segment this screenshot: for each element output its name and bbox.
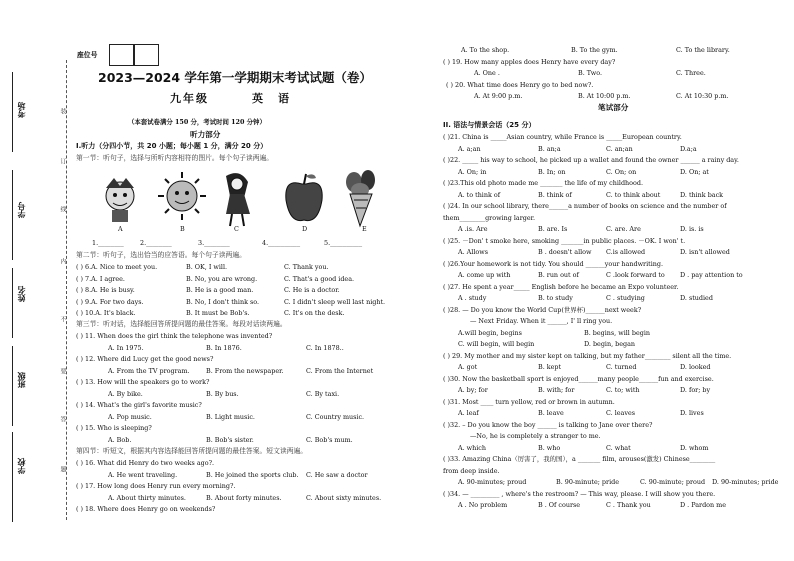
q15-option-b[interactable]: B. Bob's sister. — [206, 435, 254, 444]
q31-option-c[interactable]: C. leaves — [606, 409, 636, 417]
q32-continuation: —No, he is completely a stranger to me. — [470, 432, 601, 440]
q19-option-a[interactable]: A. One . — [474, 69, 500, 77]
q28-text: ( )28. — Do you know the World Cup(世界杯)______next week? — [443, 305, 642, 314]
q7-option-a[interactable]: ( ) 7.A. I agree. — [76, 274, 125, 283]
seat-number-label: 座位号 — [77, 51, 98, 59]
q26-text: ( )26.Your homework is not tidy. You should ______your handwriting. — [443, 259, 663, 268]
picture-b-sun — [158, 172, 206, 220]
margin-label-class: 班级 — [17, 372, 26, 388]
part2-instructions: 第二节：听句子，选出恰当的应答语。每个句子读两遍。 — [76, 251, 246, 259]
grade-label: 九年级 — [170, 92, 209, 105]
q29-text: ( ) 29. My mother and my sister kept on talking, but my father________ silent all the time. — [443, 351, 732, 360]
cut-line — [66, 60, 67, 520]
q31-option-d[interactable]: D. lives — [680, 409, 704, 417]
picture-blank-3[interactable]: 3.________ — [198, 239, 230, 247]
school-line — [12, 432, 33, 522]
q12-text: ( ) 12. Where did Lucy get the good news? — [76, 355, 214, 363]
q31-option-b[interactable]: B. leave — [538, 409, 564, 417]
q17-option-b[interactable]: B. About forty minutes. — [206, 493, 282, 502]
picture-c-girl — [226, 173, 250, 226]
q16-option-c[interactable]: C. He saw a doctor — [306, 470, 368, 479]
q9-option-a[interactable]: ( ) 9.A. For two days. — [76, 297, 144, 306]
q25-option-a[interactable]: A. Allows — [458, 248, 488, 256]
q17-option-a[interactable]: A. About thirty minutes. — [108, 493, 186, 502]
q15-text: ( ) 15. Who is sleeping? — [76, 424, 152, 432]
cut-mark: 内 — [59, 258, 66, 264]
q6-option-a[interactable]: ( ) 6.A. Nice to meet you. — [76, 263, 158, 271]
part1-instructions: 第一节：听句子，选择与所听内容相符的图片。每个句子读两遍。 — [76, 154, 274, 162]
q32-option-b[interactable]: B. who — [538, 443, 561, 452]
q23-option-c[interactable]: C. to think about — [606, 190, 661, 199]
q30-text: ( )30. Now the basketball sport is enjoyed______many people______fun and exercise. — [443, 374, 714, 383]
q8-option-c[interactable]: C. He is a doctor. — [284, 286, 340, 294]
cut-mark: 答 — [59, 416, 66, 422]
picture-a-boy — [106, 178, 134, 222]
q23-text: ( )23.This old photo made me _______ the life of my childhood. — [443, 179, 643, 187]
cut-mark: 题 — [59, 466, 66, 472]
q28-option-d[interactable]: D. begin, began — [584, 340, 636, 348]
q8-option-a[interactable]: ( ) 8.A. He is busy. — [76, 286, 135, 294]
q22-option-d[interactable]: D. On; at — [680, 167, 709, 176]
q31-text: ( )31. Most ____ turn yellow, red or brown in autumn. — [443, 397, 615, 406]
q8-option-b[interactable]: B. He is a good man. — [186, 286, 254, 294]
q14-option-a[interactable]: A. Pop music. — [108, 412, 152, 421]
picture-d-apple — [286, 174, 322, 221]
exam-room-line — [12, 72, 33, 152]
q32-option-a[interactable]: A. which — [458, 443, 487, 452]
margin-label-school: 学校 — [17, 458, 26, 474]
q32-option-d[interactable]: D. whom — [680, 443, 709, 452]
q22-text: ( )22. _____ his way to school, he picked up a wallet and found the owner ______ a rainy day. — [443, 156, 739, 164]
q11-option-b[interactable]: B. In 1876. — [206, 343, 242, 352]
q30-option-c[interactable]: C. to; with — [606, 386, 640, 394]
section2-header: II. 语法与情景会话（25 分） — [443, 121, 536, 129]
q6-option-c[interactable]: C. Thank you. — [284, 263, 329, 271]
q24-option-d[interactable]: D. is. is — [680, 225, 704, 233]
exam-title: 2023—2024 学年第一学期期末考试试题（卷） — [98, 70, 372, 85]
subject-label: 英 语 — [252, 92, 291, 105]
section1-header: Ⅰ.听力（分四小节，共 20 小题；每小题 1 分，满分 20 分） — [76, 142, 268, 150]
q24-option-c[interactable]: C. are. Are — [606, 225, 641, 233]
q24-text: ( )24. In our school library, there______a number of books on science and the number of — [443, 202, 727, 210]
q6-option-b[interactable]: B. OK, I will. — [186, 263, 228, 271]
q15-option-a[interactable]: A. Bob. — [108, 435, 132, 444]
q19-text: ( ) 19. How many apples does Henry have every day? — [443, 58, 616, 66]
q34-option-d[interactable]: D . Pardon me — [680, 501, 727, 509]
q12-option-b[interactable]: B. From the newspaper. — [206, 366, 284, 375]
q9-option-c[interactable]: C. I didn't sleep well last night. — [284, 297, 386, 306]
q14-option-c[interactable]: C. Country music. — [306, 412, 365, 421]
q18-text: ( ) 18. Where does Henry go on weekends? — [76, 505, 216, 513]
q19-option-c[interactable]: C. Three. — [676, 69, 706, 77]
q33-text: ( )33. Amazing China（厉害了，我的国），a _______ film, arouses(激发) Chinese________ — [443, 455, 716, 463]
part3-instructions: 第三节：听对话，选择能回答所提问题的最佳答案。每段对话读两遍。 — [76, 320, 287, 328]
q26-option-a[interactable]: A. come up with — [458, 271, 511, 279]
q10-option-b[interactable]: B. It must be Bob's. — [186, 309, 250, 317]
q24-continuation: them________growing larger. — [443, 213, 535, 222]
q13-text: ( ) 13. How will the speakers go to work? — [76, 378, 210, 386]
q34-option-b[interactable]: B . Of course — [538, 501, 581, 509]
q11-text: ( ) 11. When does the girl think the telephone was invented? — [76, 332, 273, 340]
q9-option-b[interactable]: B. No, I don't think so. — [186, 297, 260, 306]
q33-option-b[interactable]: B. 90-minute; pride — [556, 478, 619, 486]
picture-label-b: B — [180, 225, 185, 233]
q25-option-b[interactable]: B . doesn't allow — [538, 248, 592, 256]
cut-mark: 不 — [59, 316, 66, 322]
q18-option-c[interactable]: C. To the library. — [676, 46, 730, 54]
name-line — [12, 268, 33, 338]
q27-option-c[interactable]: C . studying — [606, 294, 645, 302]
q19-option-b[interactable]: B. Two. — [578, 69, 603, 77]
q22-option-b[interactable]: B. In; on — [538, 167, 566, 176]
q14-text: ( ) 14. What's the girl's favorite music? — [76, 401, 202, 409]
margin-label-name: 姓名 — [17, 286, 26, 302]
q33-option-d[interactable]: D. 90-minutes; pride — [712, 478, 779, 486]
q20-option-a[interactable]: A. At 9:00 p.m. — [474, 92, 523, 100]
q20-text: ( ) 20. What time does Henry go to bed now?. — [446, 81, 594, 89]
margin-label-student-id: 学号 — [17, 202, 26, 218]
q16-text: ( ) 16. What did Henry do two weeks ago?. — [76, 459, 215, 467]
q32-text: ( )32. – Do you know the boy ______ is talking to Jane over there? — [443, 420, 653, 429]
q27-option-d[interactable]: D. studied — [680, 294, 713, 302]
q30-option-a[interactable]: A. by; for — [458, 386, 488, 394]
q34-option-c[interactable]: C . Thank you — [606, 501, 651, 509]
q25-option-d[interactable]: D. isn't allowed — [680, 248, 730, 256]
listening-pictures — [80, 168, 390, 233]
q13-option-a[interactable]: A. By bike. — [108, 389, 143, 398]
picture-label-a: A — [118, 225, 123, 233]
q7-option-c[interactable]: C. That's a good idea. — [284, 274, 355, 283]
q34-option-a[interactable]: A . No problem — [458, 501, 508, 509]
q21-option-b[interactable]: B. an;a — [538, 144, 561, 153]
q30-option-b[interactable]: B. with; for — [538, 386, 575, 394]
q32-option-c[interactable]: C. what — [606, 443, 631, 452]
q14-option-b[interactable]: B. Light music. — [206, 412, 255, 421]
q33-option-c[interactable]: C. 90-minute; proud — [640, 478, 706, 486]
q16-option-a[interactable]: A. He went traveling. — [108, 470, 178, 479]
q13-option-b[interactable]: B. By bus. — [206, 389, 239, 398]
q21-option-a[interactable]: A. a;an — [458, 144, 481, 153]
q25-text: ( )25. －Don' t smoke here, smoking _______in public places. －OK. I won' t. — [443, 236, 686, 245]
q27-option-b[interactable]: B. to study — [538, 294, 573, 302]
cut-mark: 订 — [59, 158, 66, 164]
q20-option-b[interactable]: B. At 10:00 p.m. — [578, 92, 631, 100]
q23-option-b[interactable]: B. think of — [538, 190, 572, 199]
q24-option-a[interactable]: A .is. Are — [458, 225, 488, 233]
q33-option-a[interactable]: A. 90-minutes; proud — [458, 478, 527, 486]
q26-option-c[interactable]: C .look forward to — [606, 271, 665, 279]
q16-option-b[interactable]: B. He joined the sports club. — [206, 470, 299, 479]
q30-option-d[interactable]: D. for; by — [680, 386, 711, 394]
picture-blank-1[interactable]: 1.________ — [92, 239, 124, 247]
q13-option-c[interactable]: C. By taxi. — [306, 389, 340, 398]
q18-option-b[interactable]: B. To the gym. — [571, 46, 618, 54]
q27-option-a[interactable]: A . study — [458, 294, 487, 302]
q29-option-c[interactable]: C. turned — [606, 363, 637, 371]
q29-option-d[interactable]: D. looked — [680, 363, 711, 371]
q28-continuation: — Next Friday. When it ______, I' ll ring you. — [470, 317, 613, 325]
q23-option-a[interactable]: A. to think of — [458, 190, 501, 199]
q29-option-a[interactable]: A. got — [458, 363, 478, 371]
q15-option-c[interactable]: C. Bob's mum. — [306, 435, 353, 444]
cut-mark: 装 — [59, 108, 66, 114]
q26-option-d[interactable]: D . pay attention to — [680, 271, 743, 279]
q31-option-a[interactable]: A. leaf — [458, 409, 479, 417]
picture-blank-5[interactable]: 5.__________ — [324, 239, 363, 247]
picture-label-c: C — [234, 225, 239, 233]
written-title: 笔试部分 — [598, 103, 629, 112]
q27-text: ( )27. He spent a year_____ English before he became an Expo volunteer. — [443, 282, 679, 291]
q17-option-c[interactable]: C. About sixty minutes. — [306, 493, 382, 502]
q10-option-c[interactable]: C. It's on the desk. — [284, 309, 345, 317]
q24-option-b[interactable]: B. are. Is — [538, 225, 568, 233]
q22-option-a[interactable]: A. On; in — [458, 167, 487, 176]
picture-label-e: E — [362, 225, 367, 233]
part4-instructions: 第四节：听短文，根据其内容选择能回答所提问题的最佳答案。短文读两遍。 — [76, 447, 308, 455]
margin-label-exam-room: 考场 — [17, 102, 26, 118]
listening-title: 听力部分 — [190, 130, 221, 139]
class-line — [12, 346, 33, 426]
student-id-line — [12, 170, 33, 260]
q18-option-a[interactable]: A. To the shop. — [461, 46, 510, 54]
q26-option-b[interactable]: B. run out of — [538, 271, 579, 279]
cut-mark: 要 — [59, 368, 66, 374]
exam-info: （本套试卷满分 150 分，考试时间 120 分钟） — [128, 118, 266, 126]
seat-box-1[interactable] — [109, 44, 135, 66]
q21-option-c[interactable]: C. an;an — [606, 144, 633, 153]
q11-option-a[interactable]: A. In 1975. — [108, 343, 144, 352]
q20-option-c[interactable]: C. At 10:30 p.m. — [676, 92, 729, 100]
q33-continuation: from deep inside. — [443, 466, 500, 475]
picture-blank-2[interactable]: 2.________ — [140, 239, 172, 247]
q29-option-b[interactable]: B. kept — [538, 363, 562, 371]
q34-text: ( )34. — _________ , where's the restroom? — This way, please. I will show you there. — [443, 489, 716, 498]
q28-option-c[interactable]: C. will begin, will begin — [458, 340, 535, 348]
q22-option-c[interactable]: C. On; on — [606, 167, 637, 176]
q7-option-b[interactable]: B. No, you are wrong. — [186, 274, 258, 283]
q28-option-b[interactable]: B. begins, will begin — [584, 328, 650, 337]
picture-e-ice-cream — [346, 170, 375, 226]
q28-option-a[interactable]: A.will begin, begins — [458, 328, 522, 337]
picture-label-d: D — [302, 225, 308, 233]
seat-box-2[interactable] — [133, 44, 159, 66]
q25-option-c[interactable]: C.is allowed — [606, 248, 646, 256]
q11-option-c[interactable]: C. In 1878.. — [306, 343, 344, 352]
q12-option-a[interactable]: A. From the TV program. — [108, 366, 190, 375]
q12-option-c[interactable]: C. From the Internet — [306, 366, 374, 375]
q21-text: ( )21. China is _____Asian country, while France is _____European country. — [443, 133, 682, 141]
picture-blank-4[interactable]: 4.__________ — [262, 239, 301, 247]
cut-mark: 线 — [59, 206, 66, 212]
q23-option-d[interactable]: D. think back — [680, 190, 724, 199]
q21-option-d[interactable]: D.a;a — [680, 144, 697, 153]
q10-option-a[interactable]: ( ) 10.A. It's black. — [76, 309, 136, 317]
q17-text: ( ) 17. How long does Henry run every morning?. — [76, 482, 236, 490]
